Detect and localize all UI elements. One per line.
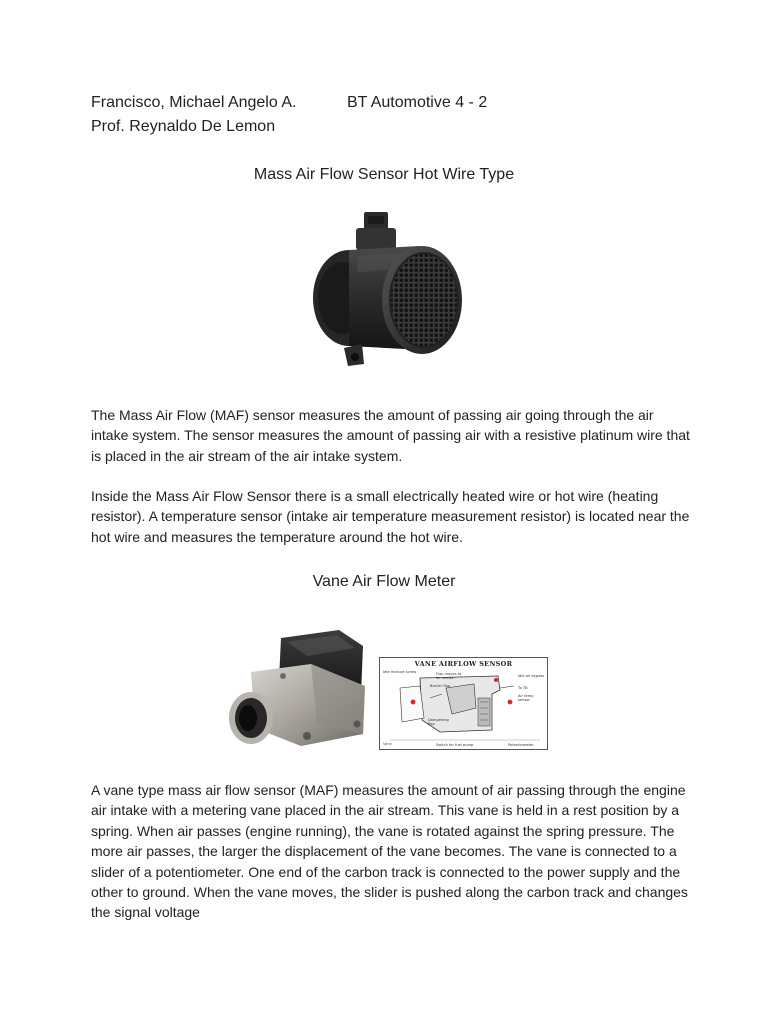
vane-meter-photo [221,624,369,754]
maf-sensor-image [304,208,464,378]
label-idle-air-bypass: Idle air bypass [518,674,545,678]
label-flap-moves: Flap moves to air stream [436,672,462,680]
professor-name: Prof. Reynaldo De Lemon [91,118,276,135]
course-section: BT Automotive 4 - 2 [347,94,488,111]
section-title-hot-wire: Mass Air Flow Sensor Hot Wire Type [253,166,515,183]
section-title-vane: Vane Air Flow Meter [312,573,456,590]
label-to-tb: To TB [518,686,528,690]
diagram-title: VANE AIRFLOW SENSOR [414,660,513,668]
author-name: Francisco, Michael Angelo A. [91,94,297,111]
label-dampening-flap: Dampening flap [428,718,449,726]
hot-wire-paragraph-2: Inside the Mass Air Flow Sensor there is a small electrically heated wire or hot wire (heating resistor). A temperature sensor (intake air temperature measurement resistor) is located near the hot wire and measures the temperature around the hot wire. [91,488,690,545]
label-potentiometer: Potentiometer [508,743,534,747]
label-barrier-flap: Barrier flap [430,684,451,688]
hot-wire-paragraph-1: The Mass Air Flow (MAF) sensor measures the amount of passing air going through the air intake system. The sensor measures the amount of passing air with a resistive platinum wire that is placed in the air stream of the air intake system. [91,407,690,464]
label-fuel-pump-switch: Switch for fuel pump [436,743,474,747]
label-vane: Vane [383,742,392,746]
vane-paragraph: A vane type mass air flow sensor (MAF) measures the amount of air passing through the engine air intake with a metering vane placed in the air stream. This vane is held in a rest position by a spring. When air passes (engine running), the vane is rotated against the spring pressure. The more air passes, the larger the displacement of the vane becomes. The vane is connected to a slider of a potentiometer. One end of the carbon track is connected to the power supply and the other to ground. When the vane moves, the slider is pushed along the carbon track and changes the signal voltage [91,782,688,921]
label-air-temp-sensor: Air temp sensor [518,694,534,702]
vane-airflow-diagram [379,657,548,750]
label-idle-mixture-screw: Idle mixture screw [383,670,417,674]
